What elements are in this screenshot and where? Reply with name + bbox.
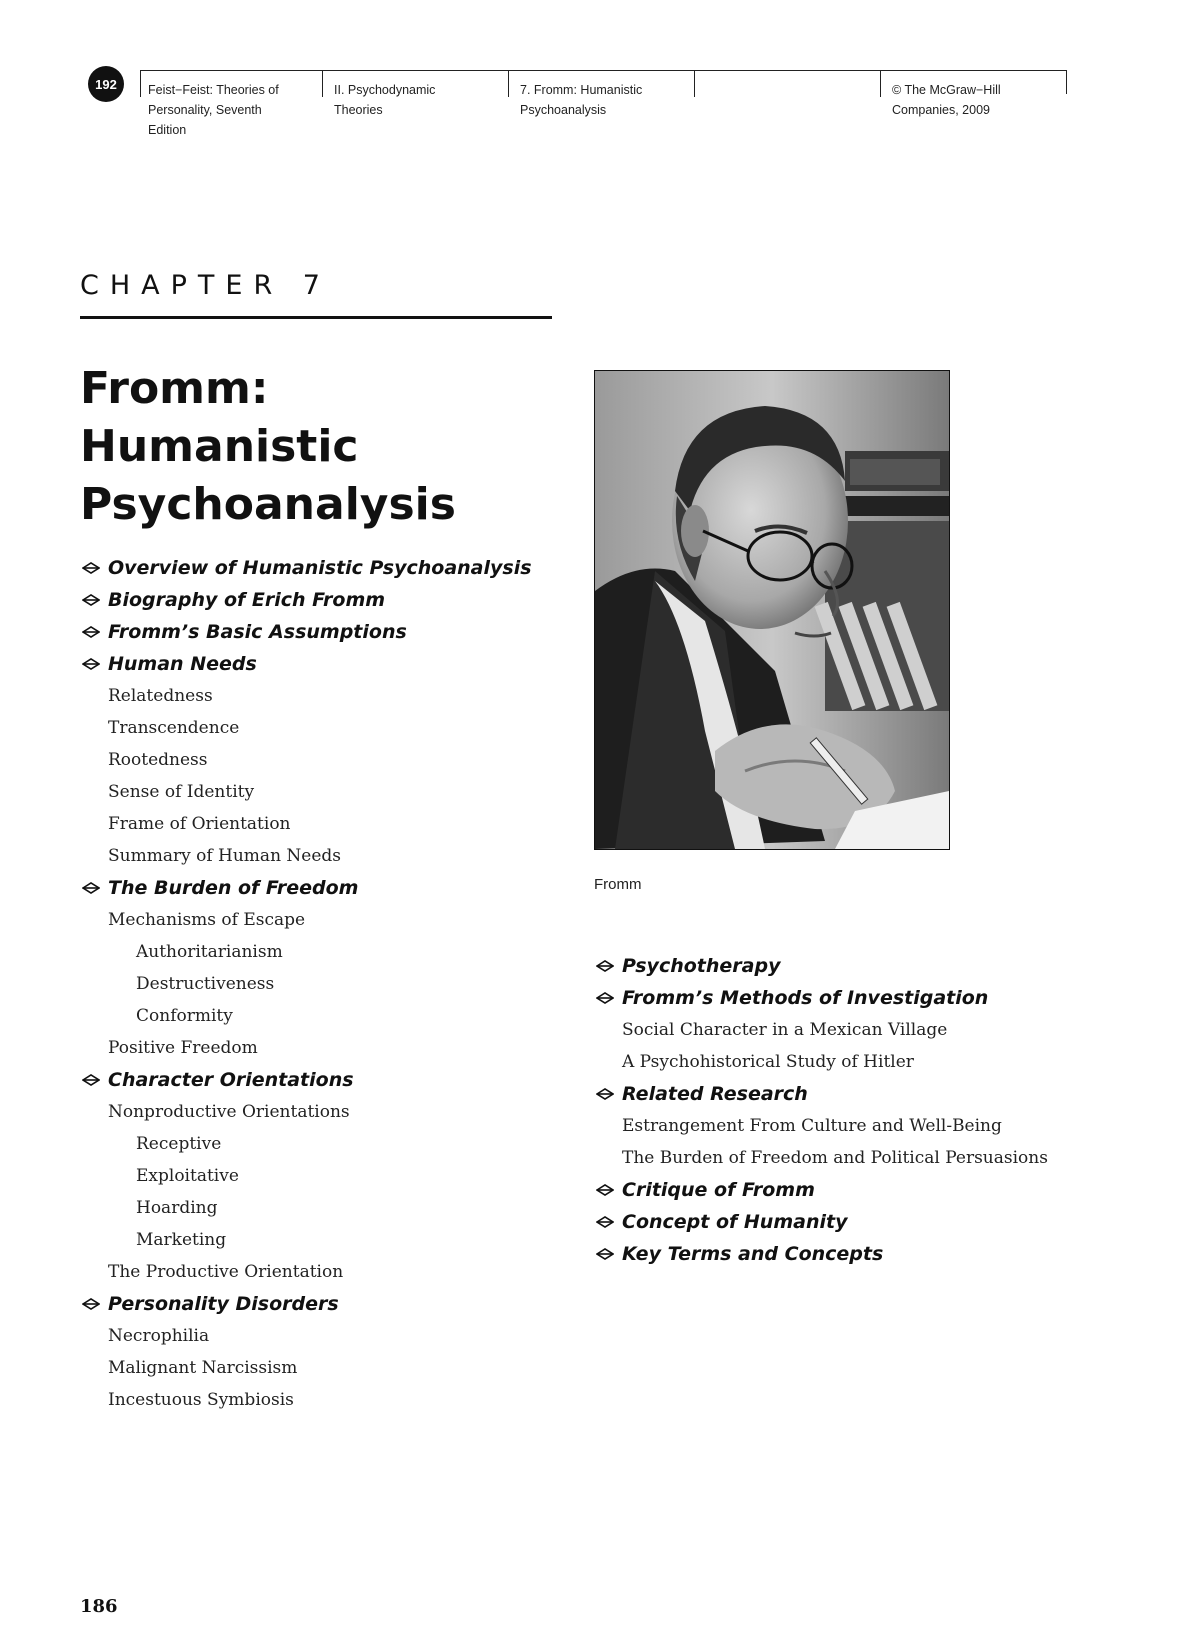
outline-subsection: [594, 1046, 1048, 1078]
outline-label: Transcendence: [108, 718, 240, 738]
header-chapter: 7. Fromm: Humanistic Psychoanalysis: [520, 83, 643, 117]
outline-section: [80, 584, 532, 616]
outline-label: Positive Freedom: [108, 1038, 258, 1058]
outline-subsection: [594, 1110, 1048, 1142]
outline-subsection: [80, 1256, 532, 1288]
chapter-outline-right: [594, 950, 1048, 1270]
outline-subsection: [80, 680, 532, 712]
outline-label: Critique of Fromm: [622, 1179, 815, 1201]
chapter-rule: [80, 316, 552, 319]
outline-section: [80, 616, 532, 648]
diamond-bullet-icon: [82, 562, 100, 574]
outline-label: A Psychohistorical Study of Hitler: [622, 1052, 914, 1072]
diamond-bullet-icon: [82, 658, 100, 670]
diamond-bullet-icon: [82, 1298, 100, 1310]
outline-subsection: [80, 1096, 532, 1128]
outline-subsection: [80, 712, 532, 744]
outline-label: Necrophilia: [108, 1326, 210, 1346]
page-number: 186: [80, 1596, 118, 1617]
diamond-bullet-icon: [596, 960, 614, 972]
outline-subsection: [80, 744, 532, 776]
outline-label: Nonproductive Orientations: [108, 1102, 350, 1122]
outline-label: Fromm’s Basic Assumptions: [108, 621, 407, 643]
header-cell-frame-4: [694, 70, 881, 97]
diamond-bullet-icon: [596, 1248, 614, 1260]
outline-label: Hoarding: [136, 1198, 218, 1218]
outline-section: [80, 648, 532, 680]
outline-subsection: [80, 808, 532, 840]
diamond-bullet-icon: [596, 1088, 614, 1100]
header-book-title: Feist−Feist: Theories of Personality, Seventh Edition: [148, 83, 279, 137]
outline-label: Marketing: [136, 1230, 227, 1250]
page-badge: 192: [88, 66, 124, 102]
outline-label: Key Terms and Concepts: [622, 1243, 884, 1265]
outline-label: Malignant Narcissism: [108, 1358, 298, 1378]
diamond-bullet-icon: [82, 594, 100, 606]
diamond-bullet-icon: [82, 1074, 100, 1086]
chapter-outline-left: [80, 552, 532, 1416]
outline-label: Psychotherapy: [622, 955, 781, 977]
outline-section: [80, 552, 532, 584]
outline-label: Mechanisms of Escape: [108, 910, 306, 930]
outline-subsubsection: [80, 1224, 532, 1256]
outline-label: Fromm’s Methods of Investigation: [622, 987, 989, 1009]
outline-subsection: [80, 776, 532, 808]
diamond-bullet-icon: [596, 1184, 614, 1196]
outline-label: The Burden of Freedom: [108, 877, 359, 899]
outline-label: Human Needs: [108, 653, 257, 675]
chapter-label: CHAPTER 7: [80, 270, 331, 301]
outline-subsection: [80, 1032, 532, 1064]
header-part: II. Psychodynamic Theories: [334, 83, 436, 117]
outline-label: Conformity: [136, 1006, 233, 1026]
outline-label: Frame of Orientation: [108, 814, 291, 834]
header-copyright: © The McGraw−Hill Companies, 2009: [892, 83, 1001, 117]
outline-label: Concept of Humanity: [622, 1211, 848, 1233]
outline-label: Summary of Human Needs: [108, 846, 342, 866]
outline-label: Relatedness: [108, 686, 213, 706]
outline-label: Character Orientations: [108, 1069, 354, 1091]
outline-section: [594, 950, 1048, 982]
outline-label: Destructiveness: [136, 974, 275, 994]
author-photo: [594, 370, 950, 850]
outline-label: Incestuous Symbiosis: [108, 1390, 294, 1410]
outline-subsection: [594, 1142, 1048, 1174]
outline-section: [594, 1206, 1048, 1238]
outline-subsection: [80, 1320, 532, 1352]
chapter-title: Fromm: Humanistic Psychoanalysis: [80, 363, 456, 530]
outline-label: Overview of Humanistic Psychoanalysis: [108, 557, 532, 579]
outline-subsection: [594, 1014, 1048, 1046]
photo-caption: Fromm: [594, 876, 642, 893]
diamond-bullet-icon: [82, 626, 100, 638]
header-end-rule: [1066, 70, 1067, 94]
outline-section: [594, 1238, 1048, 1270]
outline-label: Rootedness: [108, 750, 208, 770]
outline-subsubsection: [80, 1192, 532, 1224]
outline-label: Related Research: [622, 1083, 808, 1105]
outline-label: Exploitative: [136, 1166, 239, 1186]
outline-subsection: [80, 840, 532, 872]
outline-label: Social Character in a Mexican Village: [622, 1020, 948, 1040]
outline-label: Authoritarianism: [136, 942, 283, 962]
outline-subsection: [80, 904, 532, 936]
outline-section: [594, 1174, 1048, 1206]
outline-label: Biography of Erich Fromm: [108, 589, 386, 611]
outline-subsubsection: [80, 936, 532, 968]
outline-label: The Burden of Freedom and Political Persuasions: [622, 1148, 1048, 1168]
outline-section: [80, 1064, 532, 1096]
outline-subsubsection: [80, 1160, 532, 1192]
outline-section: [594, 1078, 1048, 1110]
outline-section: [594, 982, 1048, 1014]
outline-label: The Productive Orientation: [108, 1262, 344, 1282]
outline-subsubsection: [80, 1000, 532, 1032]
outline-label: Estrangement From Culture and Well-Being: [622, 1116, 1002, 1136]
diamond-bullet-icon: [82, 882, 100, 894]
outline-label: Sense of Identity: [108, 782, 255, 802]
outline-subsubsection: [80, 968, 532, 1000]
outline-section: [80, 872, 532, 904]
outline-subsection: [80, 1352, 532, 1384]
diamond-bullet-icon: [596, 1216, 614, 1228]
outline-label: Personality Disorders: [108, 1293, 339, 1315]
outline-subsection: [80, 1384, 532, 1416]
portrait-image: [595, 371, 949, 849]
outline-section: [80, 1288, 532, 1320]
diamond-bullet-icon: [596, 992, 614, 1004]
outline-label: Receptive: [136, 1134, 222, 1154]
outline-subsubsection: [80, 1128, 532, 1160]
